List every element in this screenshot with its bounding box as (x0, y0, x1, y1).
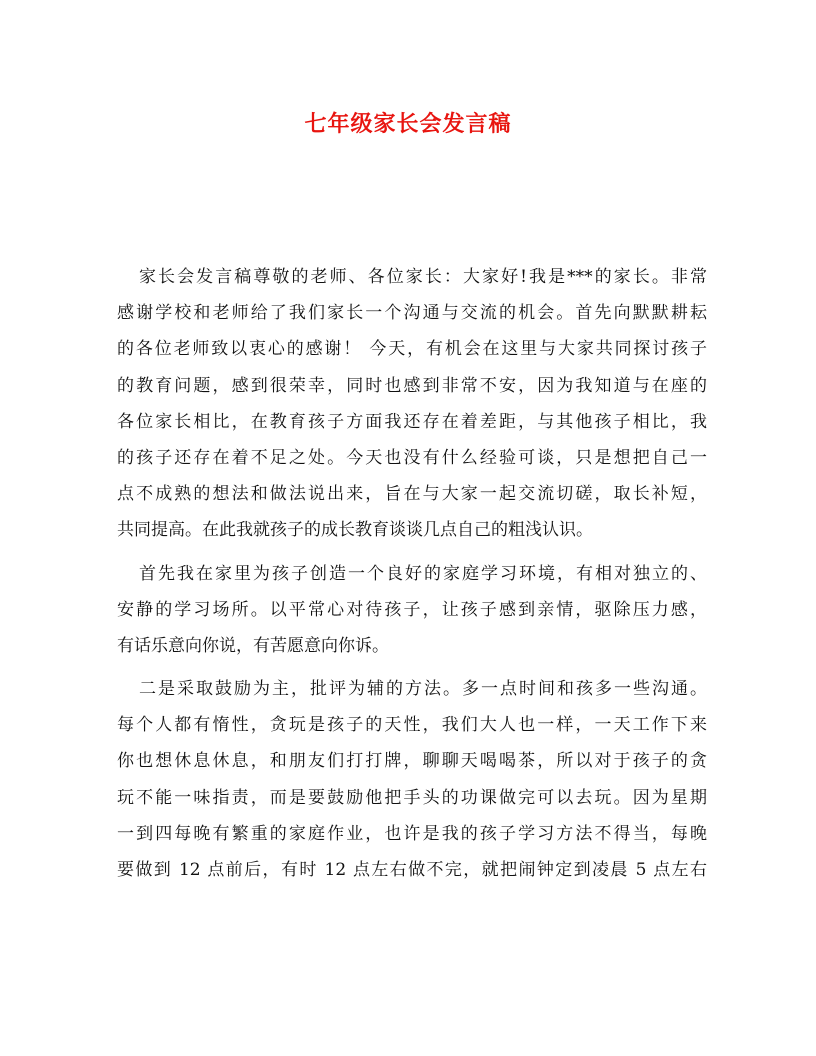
paragraph-line: 点不成熟的想法和做法说出来，旨在与大家一起交流切磋，取长补短， (117, 484, 707, 505)
paragraph-line: 玩不能一味指责，而是要鼓励他把手头的功课做完可以去玩。因为星期 (117, 787, 707, 808)
paragraph-line: 的教育问题，感到很荣幸，同时也感到非常不安，因为我知道与在座的 (117, 375, 707, 396)
paragraph-line: 的孩子还存在着不足之处。今天也没有什么经验可谈，只是想把自己一 (117, 447, 707, 468)
paragraph-line: 共同提高。在此我就孩子的成长教育谈谈几点自己的粗浅认识。 (117, 520, 593, 541)
paragraph-3 (117, 671, 707, 888)
paragraph-line: 各位家长相比，在教育孩子方面我还存在着差距，与其他孩子相比，我 (117, 411, 707, 432)
paragraph-line: 的各位老师致以衷心的感谢！ 今天，有机会在这里与大家共同探讨孩子 (117, 339, 707, 360)
paragraph-line: 感谢学校和老师给了我们家长一个沟通与交流的机会。首先向默默耕耘 (117, 303, 707, 324)
paragraph-line: 你也想休息休息，和朋友们打打牌，聊聊天喝喝茶，所以对于孩子的贪 (117, 751, 707, 772)
paragraph-line: 有话乐意向你说，有苦愿意向你诉。 (117, 635, 389, 656)
document-body (117, 259, 707, 895)
paragraph-line: 家长会发言稿尊敬的老师、各位家长：大家好!我是***的家长。非常 (139, 267, 707, 287)
paragraph-1 (117, 259, 707, 549)
paragraph-line: 一到四每晚有繁重的家庭作业，也许是我的孩子学习方法不得当，每晚 (117, 823, 707, 844)
paragraph-line: 要做到 12 点前后，有时 12 点左右做不完，就把闹钟定到凌晨 5 点左右 (117, 860, 707, 880)
document-title: 七年级家长会发言稿 (304, 111, 512, 137)
paragraph-line: 安静的学习场所。以平常心对待孩子，让孩子感到亲情，驱除压力感， (117, 599, 707, 620)
paragraph-line: 二是采取鼓励为主，批评为辅的方法。多一点时间和孩多一些沟通。 (139, 679, 707, 700)
paragraph-line: 首先我在家里为孩子创造一个良好的家庭学习环境，有相对独立的、 (139, 563, 707, 584)
paragraph-line: 每个人都有惰性，贪玩是孩子的天性，我们大人也一样，一天工作下来 (117, 715, 707, 736)
paragraph-2 (117, 556, 707, 665)
